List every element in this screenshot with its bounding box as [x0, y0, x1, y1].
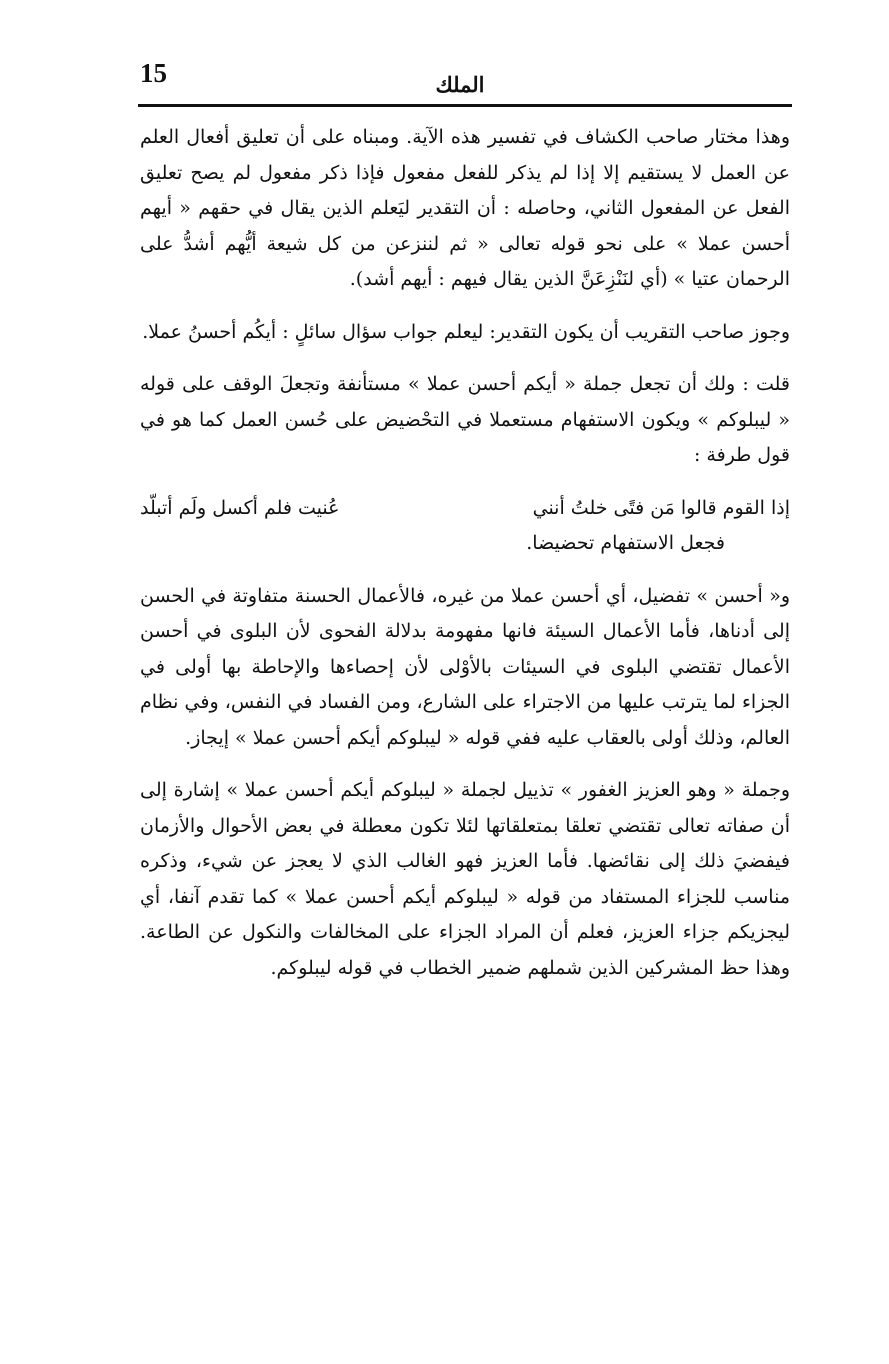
- paragraph-2: وجوز صاحب التقريب أن يكون التقدير: ليعلم جواب سؤال سائلٍ : أيكُم أحسنُ عملا.: [142, 320, 790, 343]
- header-rule: [138, 104, 792, 107]
- paragraph-1: وهذا مختار صاحب الكشاف في تفسير هذه الآية. ومبناه على أن تعليق أفعال العلم عن العمل لا يستقيم إلا إذا لم يذكر للفعل مفعول فإذا ذكر مفعول لم يصح تعليق الفعل عن المفعول الثاني، وحاصله : أن التقدير ليَعلم الذين يقال في حقهم « أيهم أحسن عملا » على نحو قوله تعالى « ثم لننزعن من كل شيعة أيُّهم أشدُّ على الرحمان عتيا » (أي لنَنْزِعَنَّ الذين يقال فيهم : أيهم أشد).: [140, 126, 790, 290]
- page-body: [140, 120, 790, 986]
- paragraph-4: فجعل الاستفهام تحضيضا.: [526, 532, 725, 554]
- verse-second-hemistich: عُنيت فلم أكسل ولَم أتبلّد: [140, 496, 340, 519]
- surah-title: الملك: [435, 72, 485, 97]
- poetry-verse: [140, 491, 790, 527]
- paragraph-6: وجملة « وهو العزيز الغفور » تذييل لجملة « ليبلوكم أيكم أحسن عملا » إشارة إلى أن صفاته تعالى تقتضي تعلقا بمتعلقاتها لئلا تكون معطلة في بعض الأحوال والأزمان فيفضيَ ذلك إلى نقائضها. فأما العزيز فهو الغالب الذي لا يعجز عن شيء، وذكره مناسب للجزاء المستفاد من قوله « ليبلوكم أيكم أحسن عملا » كما تقدم آنفا، أي ليجزيكم جزاء العزيز، فعلم أن المراد الجزاء على المخالفات والنكول عن الطاعة. وهذا حظ المشركين الذين شملهم ضمير الخطاب في قوله ليبلوكم.: [140, 779, 790, 979]
- page-number: 15: [140, 58, 167, 88]
- verse-first-hemistich: إذا القوم قالوا مَن فتًى خلتُ أنني: [532, 496, 790, 519]
- paragraph-3: قلت : ولك أن تجعل جملة « أيكم أحسن عملا » مستأنفة وتجعلَ الوقف على قوله « ليبلوكم » ويكون الاستفهام مستعملا في التحْضيض على حُسن العمل كما هو في قول طرفة :: [140, 373, 790, 466]
- paragraph-5: و« أحسن » تفضيل، أي أحسن عملا من غيره، فالأعمال الحسنة متفاوتة في الحسن إلى أدناها، فأما الأعمال السيئة فانها مفهومة بدلالة الفحوى لأن البلوى في أحسن الأعمال تقتضي البلوى في السيئات بالأوْلى لأن إحصاءها والإحاطة بها أولى في الجزاء لما يترتب عليها من الاجتراء على الشارع، ومن الفساد في النفس، وفي نظام العالم، وذلك أولى بالعقاب عليه ففي قوله « ليبلوكم أيكم أحسن عملا » إيجاز.: [140, 584, 790, 749]
